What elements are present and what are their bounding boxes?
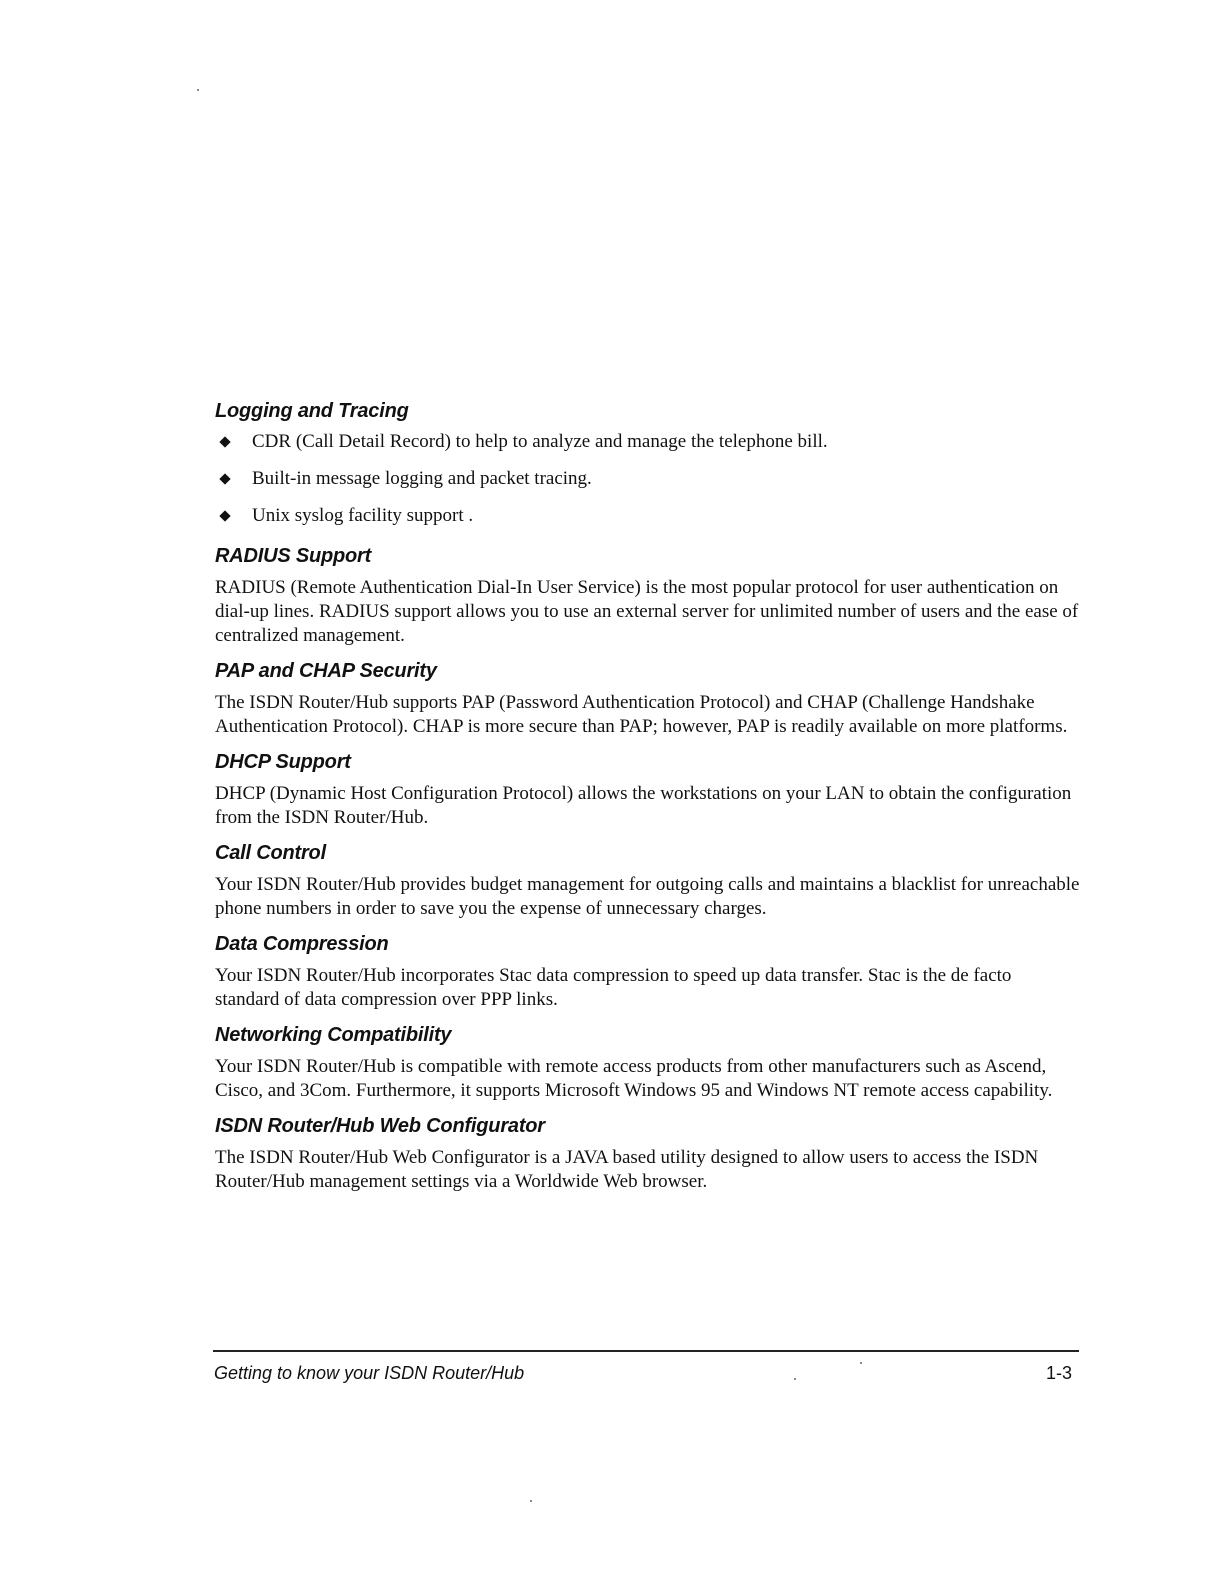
section-paragraph: Your ISDN Router/Hub provides budget management for outgoing calls and maintains a blacklist for unreachable phone numbers in order to save you the expense of unnecessary charges. xyxy=(215,874,1080,919)
section-web-configurator xyxy=(215,1111,1080,1194)
section-heading: Data Compression xyxy=(215,933,389,955)
footer-divider xyxy=(213,1350,1079,1352)
section-pap-chap-security xyxy=(215,656,1080,739)
section-heading: PAP and CHAP Security xyxy=(215,660,437,682)
section-paragraph: The ISDN Router/Hub Web Configurator is a JAVA based utility designed to allow users to access the ISDN Router/Hub management settings via a Worldwide Web browser. xyxy=(215,1147,1039,1192)
bullet-text: Unix syslog facility support . xyxy=(252,505,474,526)
bullet-item xyxy=(215,430,1080,454)
section-paragraph: DHCP (Dynamic Host Configuration Protocol) allows the workstations on your LAN to obtain the configuration from the ISDN Router/Hub. xyxy=(215,783,1072,828)
footer-title: Getting to know your ISDN Router/Hub xyxy=(214,1363,525,1383)
bullet-item xyxy=(215,504,1080,528)
section-paragraph: Your ISDN Router/Hub incorporates Stac data compression to speed up data transfer. Stac is the de facto standard of data compression over PPP links. xyxy=(215,965,1012,1010)
section-paragraph: RADIUS (Remote Authentication Dial-In User Service) is the most popular protocol for user authentication on dial-up lines. RADIUS support allows you to use an external server for unlimited number of users and the ease of centralized management. xyxy=(215,577,1079,646)
section-paragraph: Your ISDN Router/Hub is compatible with remote access products from other manufacturers such as Ascend, Cisco, and 3Com. Furthermore, it supports Microsoft Windows 95 and Windows NT remote access capability. xyxy=(215,1056,1053,1101)
section-heading: ISDN Router/Hub Web Configurator xyxy=(215,1115,545,1137)
bullet-list xyxy=(215,430,1080,528)
page-number: 1-3 xyxy=(1045,1363,1072,1383)
bullet-item xyxy=(215,467,1080,491)
scan-speck xyxy=(197,89,199,91)
section-radius-support xyxy=(215,541,1080,648)
section-dhcp-support xyxy=(215,747,1080,830)
section-heading: Logging and Tracing xyxy=(215,400,409,422)
section-call-control xyxy=(215,838,1080,921)
scan-speck xyxy=(860,1362,862,1364)
section-heading: Call Control xyxy=(215,842,326,864)
section-paragraph: The ISDN Router/Hub supports PAP (Password Authentication Protocol) and CHAP (Challenge Handshake Authentication Protocol). CHAP is more secure than PAP; however, PAP is readily available on more platforms. xyxy=(215,692,1068,737)
section-heading: DHCP Support xyxy=(215,751,351,773)
diamond-bullet-icon xyxy=(219,436,230,447)
section-data-compression xyxy=(215,929,1080,1012)
section-heading: RADIUS Support xyxy=(215,545,372,567)
bullet-text: CDR (Call Detail Record) to help to analyze and manage the telephone bill. xyxy=(252,431,828,452)
diamond-bullet-icon xyxy=(219,473,230,484)
section-heading: Networking Compatibility xyxy=(215,1024,452,1046)
scan-speck xyxy=(530,1500,532,1502)
scan-speck xyxy=(794,1378,796,1380)
page-content xyxy=(215,396,1080,1202)
diamond-bullet-icon xyxy=(219,510,230,521)
section-logging-and-tracing xyxy=(215,396,1080,528)
section-networking-compatibility xyxy=(215,1020,1080,1103)
bullet-text: Built-in message logging and packet tracing. xyxy=(252,468,592,489)
